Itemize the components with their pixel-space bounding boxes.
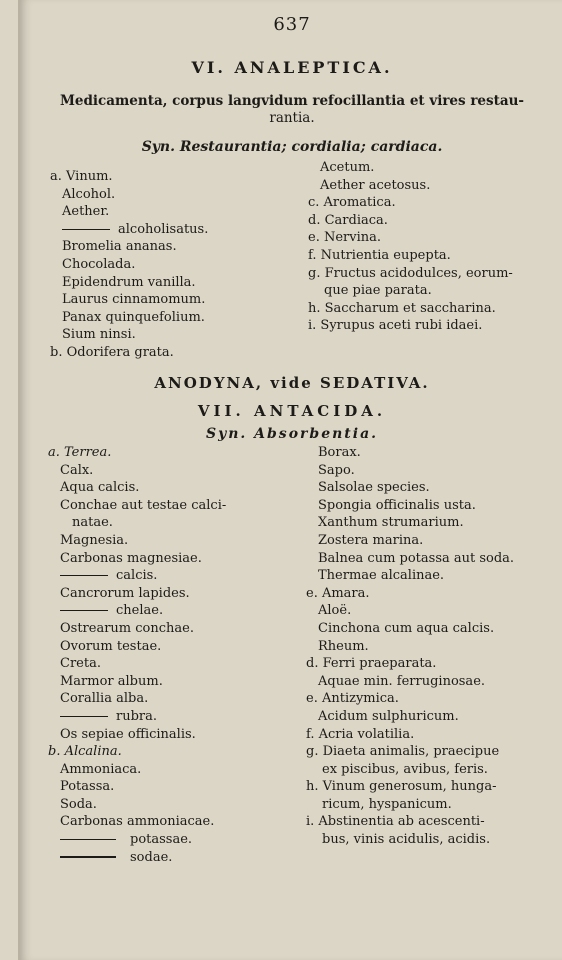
list-item: Creta.: [60, 656, 101, 672]
list-item: Os sepiae officinalis.: [60, 726, 196, 742]
section-vii-left-list: [48, 444, 226, 866]
list-item: Aqua calcis.: [60, 480, 140, 496]
list-item: Carbonas magnesiae.: [60, 550, 202, 566]
list-item: alcoholisatus.: [50, 221, 208, 239]
list-item: Thermae alcalinae.: [318, 568, 445, 584]
list-item: h. Saccharum et saccharina.: [308, 300, 496, 316]
list-item: Cinchona cum aqua calcis.: [318, 620, 495, 636]
section-vi-right-list: [308, 159, 513, 335]
list-item: rubra.: [48, 708, 226, 726]
list-item: Acetum.: [320, 160, 375, 175]
list-item: f. Nutrientia eupepta.: [308, 247, 451, 263]
ditto-dash: [60, 610, 108, 611]
cross-reference-line: ANODYNA, vide SEDATIVA.: [154, 374, 430, 392]
list-item: chelae.: [48, 602, 226, 620]
list-item: ricum, hyspanicum.: [322, 796, 452, 812]
list-item: d. Ferri praeparata.: [306, 656, 437, 672]
list-item: i. Syrupus aceti rubi idaei.: [308, 318, 483, 334]
list-item: Spongia officinalis usta.: [318, 497, 476, 513]
list-item: Chocolada.: [62, 256, 136, 272]
list-item: Sapo.: [318, 462, 355, 478]
list-item: Ostrearum conchae.: [60, 620, 194, 636]
section-vi-left-list: [50, 168, 208, 362]
ditto-dash: [60, 856, 116, 858]
list-item: Cancrorum lapides.: [60, 585, 190, 601]
section-vi-heading: VI. ANALEPTICA.: [191, 58, 393, 77]
list-item: bus, vinis acidulis, acidis.: [322, 832, 491, 848]
list-item: sodae.: [48, 849, 226, 867]
list-item: Calx.: [60, 462, 94, 478]
list-item: Conchae aut testae calci-: [60, 497, 227, 513]
list-item: Aether.: [62, 204, 110, 220]
section-vi-description-line1: Medicamenta, corpus langvidum refocillantia et vires restau-: [59, 93, 525, 109]
list-item: b. Odorifera grata.: [50, 344, 174, 360]
list-item: a. Terrea.: [48, 445, 112, 460]
ditto-dash: [60, 839, 116, 840]
list-item: i. Abstinentia ab acescenti-: [306, 814, 485, 830]
ditto-dash: [60, 575, 108, 576]
ditto-dash: [60, 716, 108, 717]
list-item: b. Alcalina.: [48, 744, 122, 760]
list-item: e. Amara.: [306, 585, 370, 601]
list-item: Panax quinquefolium.: [62, 309, 205, 325]
list-item: Rheum.: [318, 638, 369, 654]
section-vii-right-list: [306, 444, 514, 849]
list-item: ex piscibus, avibus, feris.: [322, 761, 488, 777]
list-item: Potassa.: [60, 779, 115, 795]
list-item: Corallia alba.: [60, 691, 149, 707]
list-item: Aquae min. ferruginosae.: [318, 673, 486, 689]
list-item: Sium ninsi.: [62, 327, 136, 343]
list-item: d. Cardiaca.: [308, 212, 388, 228]
list-item: Alcohol.: [62, 186, 116, 202]
list-item: Soda.: [60, 796, 97, 812]
list-item: Xanthum strumarium.: [318, 515, 464, 531]
book-page: [18, 0, 562, 960]
list-item: Balnea cum potassa aut soda.: [318, 550, 515, 566]
list-item: potassae.: [48, 831, 226, 849]
list-item: f. Acria volatilia.: [306, 726, 415, 742]
list-item: que piae parata.: [324, 283, 432, 299]
list-item: Borax.: [318, 445, 361, 460]
page-number: 637: [273, 14, 311, 35]
section-vii-heading: VII. ANTACIDA.: [197, 402, 387, 420]
list-item: Zostera marina.: [318, 532, 424, 548]
list-item: Aloë.: [318, 603, 352, 619]
list-item: Acidum sulphuricum.: [318, 708, 459, 724]
list-item: e. Antizymica.: [306, 691, 399, 707]
list-item: Ovorum testae.: [60, 638, 162, 654]
list-item: Ammoniaca.: [60, 761, 142, 777]
list-item: natae.: [72, 515, 113, 531]
section-vi-synonyms: Syn. Restaurantia; cordialia; cardiaca.: [141, 139, 443, 155]
list-item: c. Aromatica.: [308, 195, 396, 211]
list-item: Magnesia.: [60, 532, 129, 548]
list-item: a. Vinum.: [50, 169, 113, 184]
section-vi-description-line2: rantia.: [269, 110, 315, 126]
list-item: g. Fructus acidodulces, eorum-: [308, 265, 513, 281]
list-item: calcis.: [48, 567, 226, 585]
ditto-dash: [62, 229, 110, 230]
list-item: Salsolae species.: [318, 480, 430, 496]
section-vii-synonyms: Syn. Absorbentia.: [205, 426, 379, 442]
list-item: Marmor album.: [60, 673, 163, 689]
list-item: Bromelia ananas.: [62, 239, 177, 255]
list-item: e. Nervina.: [308, 230, 381, 246]
list-item: Aether acetosus.: [320, 177, 431, 193]
list-item: Laurus cinnamomum.: [62, 292, 206, 308]
list-item: g. Diaeta animalis, praecipue: [306, 744, 500, 760]
list-item: Carbonas ammoniacae.: [60, 814, 215, 830]
list-item: Epidendrum vanilla.: [62, 274, 196, 290]
list-item: h. Vinum generosum, hunga-: [306, 779, 497, 795]
